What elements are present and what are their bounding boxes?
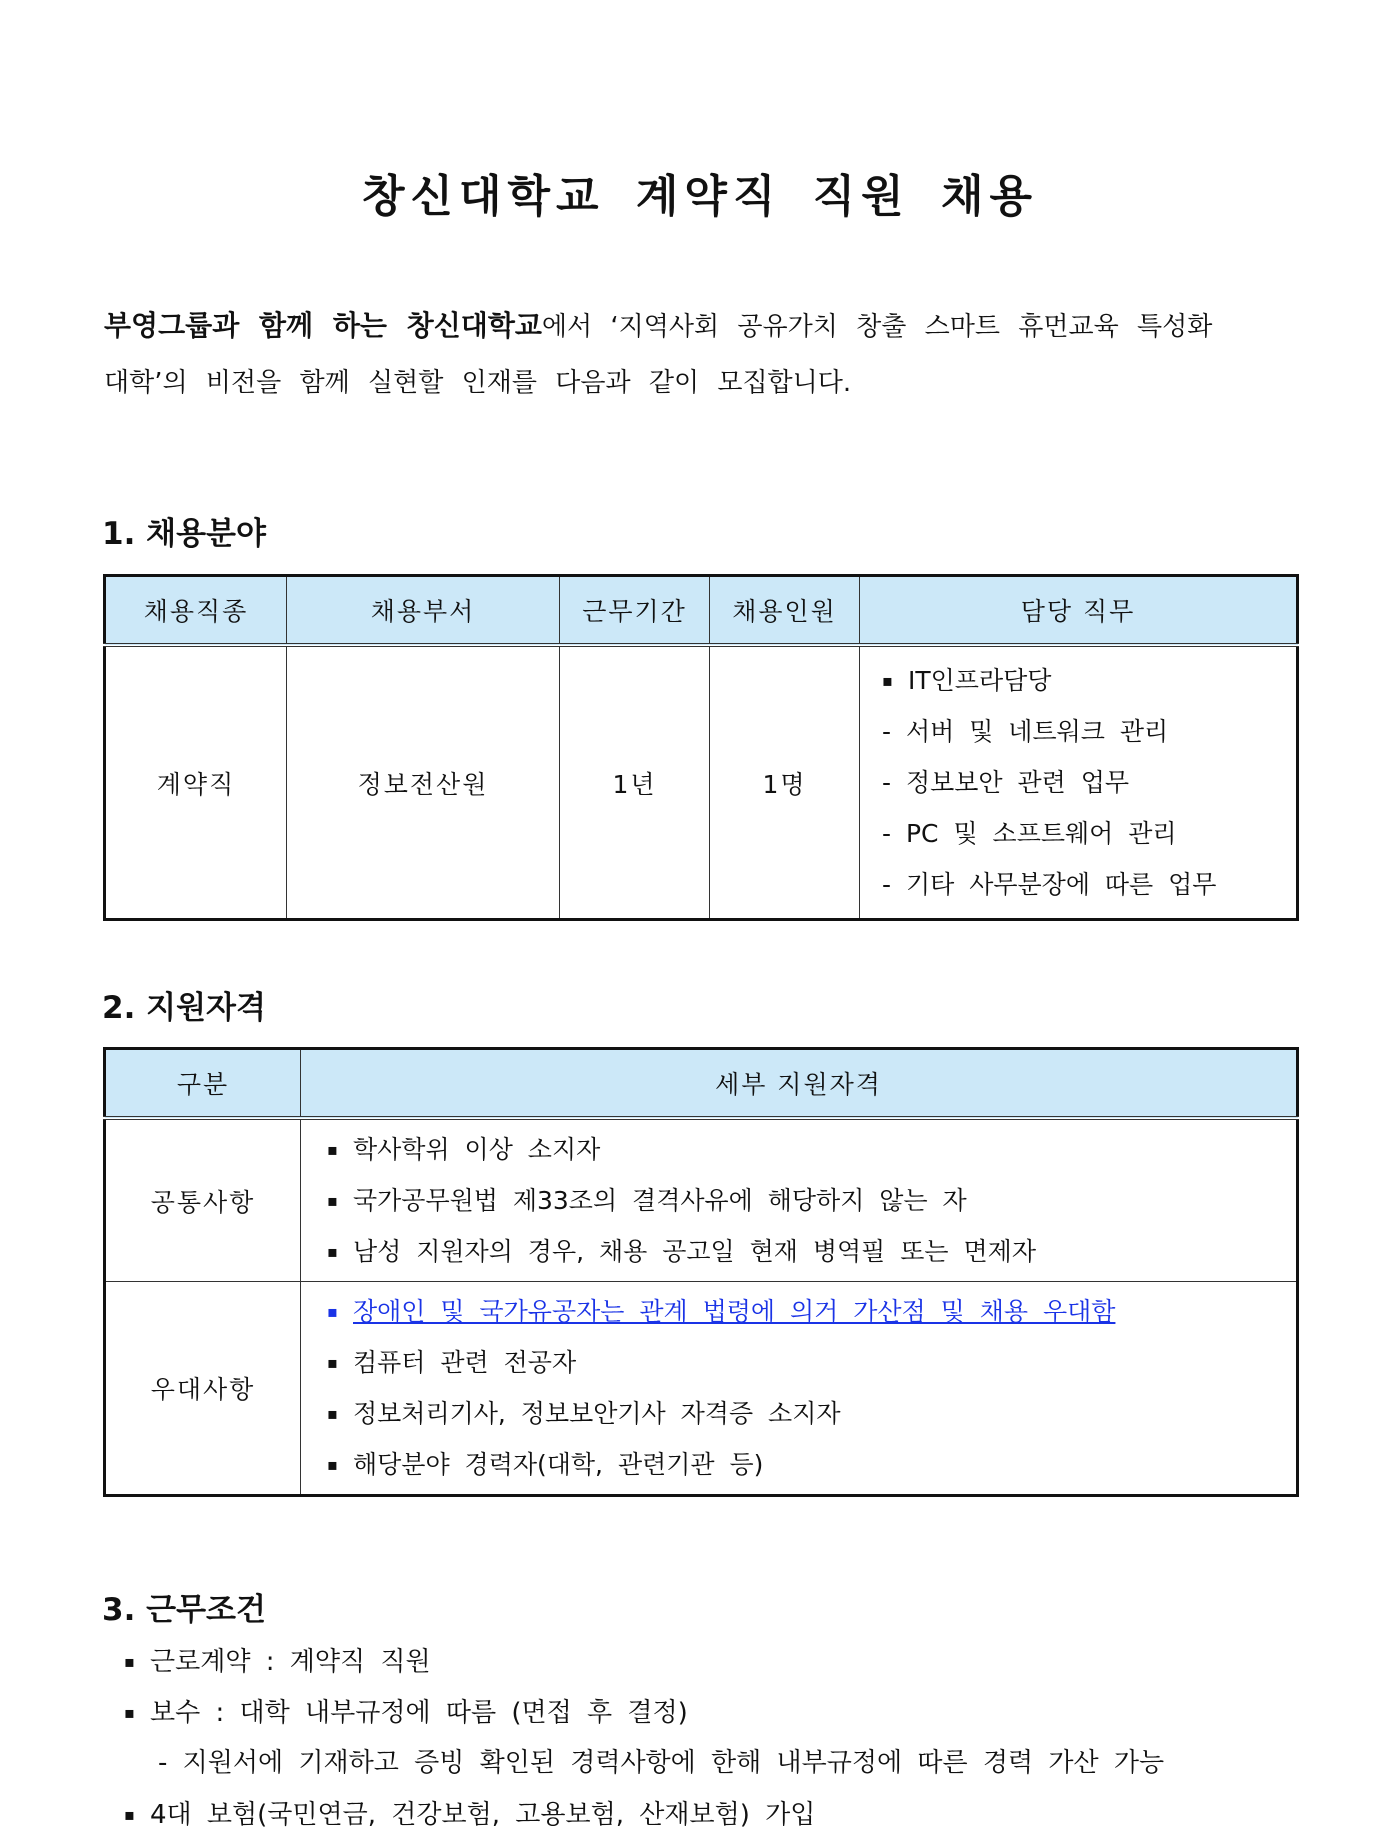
- col-header-period: 근무기간: [560, 576, 710, 646]
- condition-item: ▪ 근로계약 : 계약직 직원: [124, 1636, 431, 1688]
- duty-item: - 정보보안 관련 업무: [882, 768, 1130, 797]
- col-header-dept: 채용부서: [287, 576, 560, 646]
- cell-common-items: [301, 1118, 1298, 1282]
- bullet-icon: ▪: [327, 1302, 338, 1321]
- list-item: ▪ 컴퓨터 관련 전공자: [327, 1337, 1296, 1388]
- qualification-table: [103, 1047, 1299, 1497]
- page-title: 창신대학교 계약직 직원 채용: [361, 171, 1038, 222]
- bullet-icon: ▪: [124, 1805, 135, 1824]
- intro-text-line1: 에서 ‘지역사회 공유가치 창출 스마트 휴먼교육 특성화: [541, 312, 1213, 342]
- bullet-icon: ▪: [327, 1455, 338, 1474]
- section1-heading: 1. 채용분야: [102, 516, 266, 552]
- col-header-details: 세부 지원자격: [301, 1049, 1298, 1119]
- cell-period: 1년: [560, 645, 710, 920]
- bullet-icon: ▪: [327, 1140, 338, 1159]
- list-item: ▪ 국가공무원법 제33조의 결격사유에 해당하지 않는 자: [327, 1175, 1296, 1226]
- section3-heading: 3. 근무조건: [102, 1592, 266, 1628]
- table-header-row: [105, 1049, 1298, 1119]
- bullet-icon: ▪: [327, 1353, 338, 1372]
- list-item: ▪ 학사학위 이상 소지자: [327, 1124, 1296, 1175]
- condition-item: ▪ 4대 보험(국민연금, 건강보험, 고용보험, 산재보험) 가입: [124, 1789, 815, 1841]
- condition-subitem: - 지원서에 기재하고 증빙 확인된 경력사항에 한해 내부규정에 따른 경력 가산 가능: [158, 1748, 1165, 1778]
- table-row: [105, 1118, 1298, 1282]
- table-header-row: [105, 576, 1298, 646]
- col-header-type: 채용직종: [105, 576, 287, 646]
- bullet-icon: ▪: [327, 1242, 338, 1261]
- bullet-icon: ▪: [327, 1404, 338, 1423]
- intro-paragraph: [104, 298, 1304, 411]
- list-item: ▪ 해당분야 경력자(대학, 관련기관 등): [327, 1439, 1296, 1490]
- bullet-icon: ▪: [882, 671, 893, 690]
- intro-group-name: 부영그룹과 함께 하는 창신대학교: [104, 309, 542, 342]
- col-header-duties: 담당 직무: [860, 576, 1298, 646]
- intro-text-line2: 대학’의 비전을 함께 실현할 인재를 다음과 같이 모집합니다.: [104, 368, 852, 398]
- recruitment-field-table: [103, 574, 1299, 921]
- table-row: [105, 645, 1298, 920]
- list-item: [327, 1286, 1296, 1337]
- col-header-category: 구분: [105, 1049, 301, 1119]
- duty-item: - 서버 및 네트워크 관리: [882, 717, 1169, 746]
- cell-preferred-label: 우대사항: [105, 1282, 301, 1496]
- cell-type: 계약직: [105, 645, 287, 920]
- list-item: ▪ 남성 지원자의 경우, 채용 공고일 현재 병역필 또는 면제자: [327, 1226, 1296, 1277]
- cell-preferred-items: [301, 1282, 1298, 1496]
- bullet-icon: ▪: [124, 1652, 135, 1671]
- section2-heading: 2. 지원자격: [102, 990, 266, 1026]
- cell-count: 1명: [710, 645, 860, 920]
- bullet-icon: ▪: [124, 1703, 135, 1722]
- col-header-count: 채용인원: [710, 576, 860, 646]
- cell-duties: [860, 645, 1298, 920]
- cell-common-label: 공통사항: [105, 1118, 301, 1282]
- condition-item: ▪ 보수 : 대학 내부규정에 따름 (면접 후 결정): [124, 1687, 688, 1739]
- duty-item: ▪ IT인프라담당: [882, 655, 1296, 706]
- duty-item: - PC 및 소프트웨어 관리: [882, 819, 1177, 848]
- preference-link[interactable]: 장애인 및 국가유공자는 관계 법령에 의거 가산점 및 채용 우대함: [353, 1297, 1116, 1326]
- duty-item: - 기타 사무분장에 따른 업무: [882, 870, 1217, 899]
- bullet-icon: ▪: [327, 1191, 338, 1210]
- table-row: [105, 1282, 1298, 1496]
- cell-dept: 정보전산원: [287, 645, 560, 920]
- list-item: ▪ 정보처리기사, 정보보안기사 자격증 소지자: [327, 1388, 1296, 1439]
